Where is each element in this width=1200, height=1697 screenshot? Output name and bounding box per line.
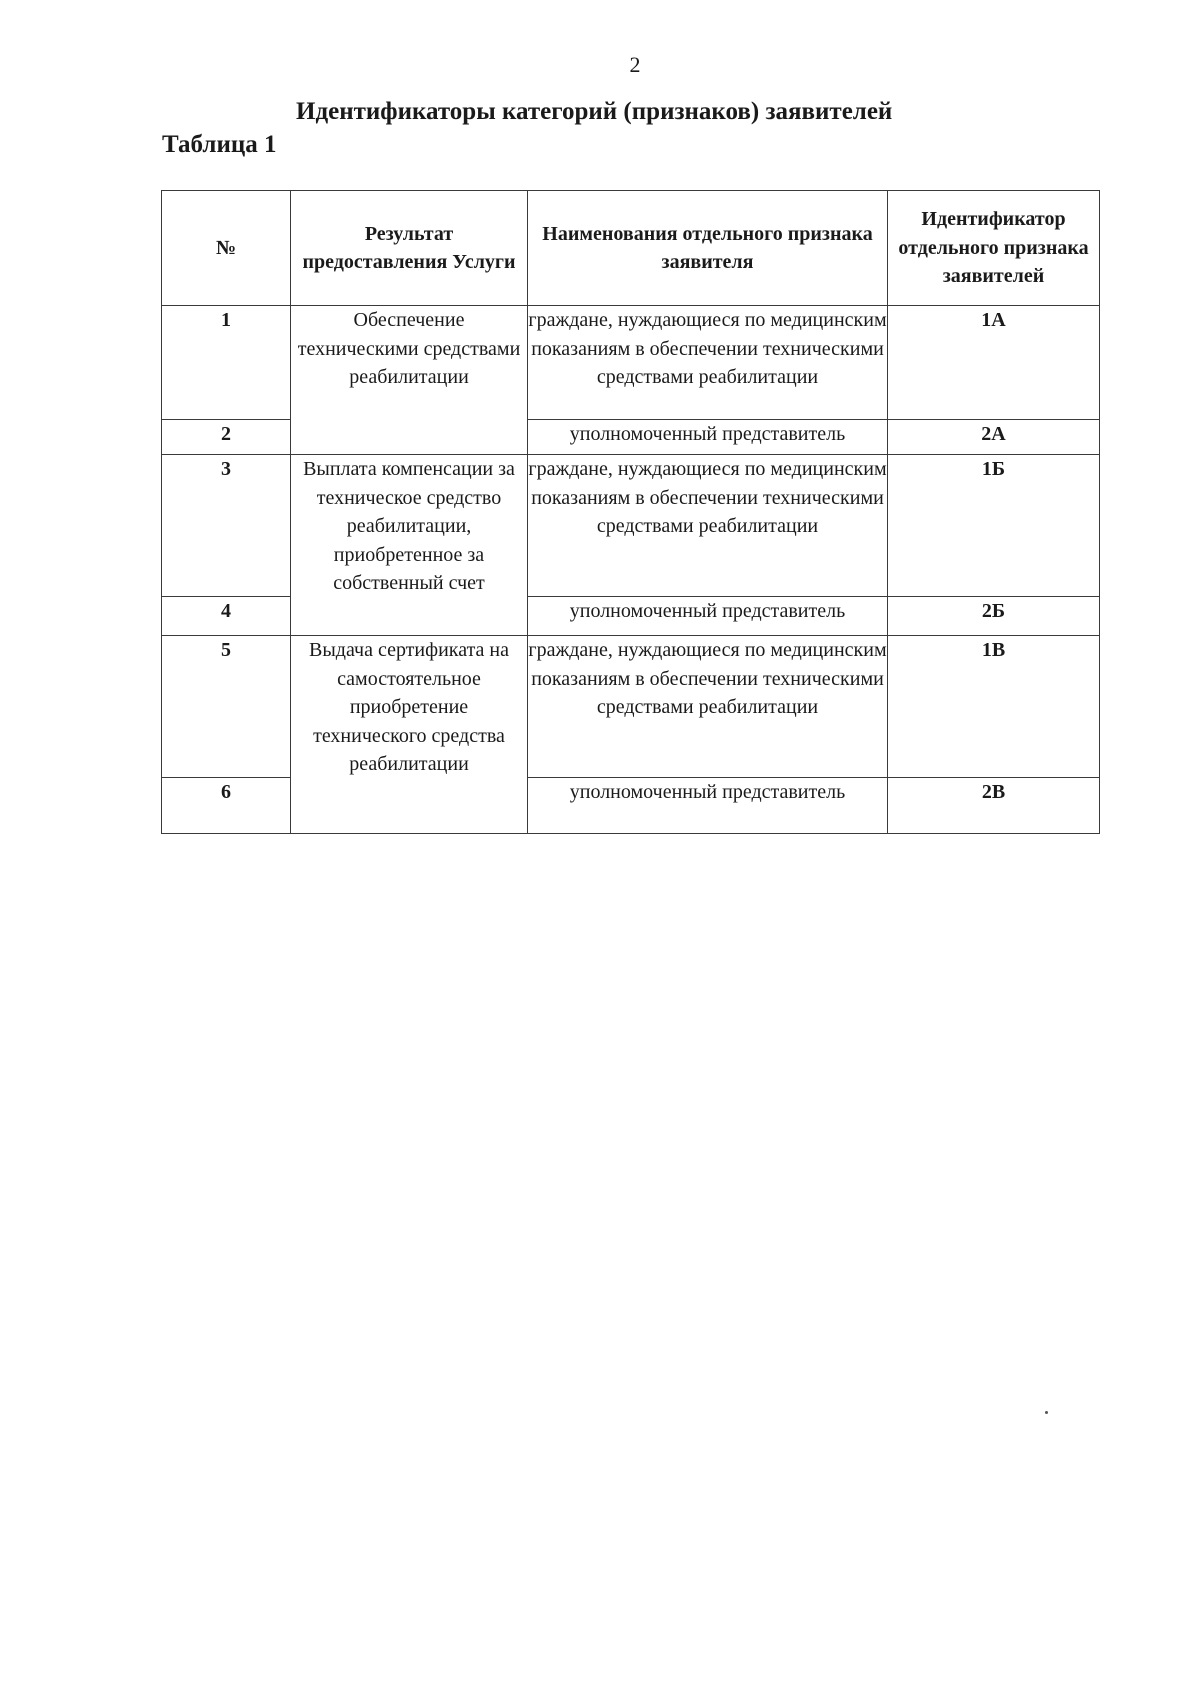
row-number: 4: [162, 597, 291, 636]
identifier-cell: 2А: [888, 420, 1100, 455]
row-number: 5: [162, 636, 291, 778]
table-row: [162, 455, 1100, 597]
feature-name-cell: граждане, нуждающиеся по медицинским показаниям в обеспечении техническими средствами реабилитации: [528, 455, 888, 597]
result-cell: Выплата компенсации за техническое средство реабилитации, приобретенное за собственный счет: [291, 455, 528, 636]
table-row: [162, 306, 1100, 420]
result-cell: Выдача сертификата на самостоятельное приобретение технического средства реабилитации: [291, 636, 528, 834]
row-number: 1: [162, 306, 291, 420]
feature-name-cell: уполномоченный представитель: [528, 778, 888, 834]
header-result: Результат предоставления Услуги: [291, 191, 528, 306]
table-label: Таблица 1: [162, 131, 277, 158]
table-header-row: [162, 191, 1100, 306]
table-row: [162, 636, 1100, 778]
identifier-cell: 2В: [888, 778, 1100, 834]
identifier-cell: 1В: [888, 636, 1100, 778]
feature-name-cell: уполномоченный представитель: [528, 597, 888, 636]
row-number: 2: [162, 420, 291, 455]
document-title: Идентификаторы категорий (признаков) заявителей: [296, 98, 893, 125]
header-identifier: Идентификатор отдельного признака заявителей: [888, 191, 1100, 306]
identifier-cell: 2Б: [888, 597, 1100, 636]
identifier-cell: 1Б: [888, 455, 1100, 597]
feature-name-cell: уполномоченный представитель: [528, 420, 888, 455]
feature-name-cell: граждане, нуждающиеся по медицинским показаниям в обеспечении техническими средствами реабилитации: [528, 306, 888, 420]
identifier-cell: 1А: [888, 306, 1100, 420]
row-number: 6: [162, 778, 291, 834]
row-number: 3: [162, 455, 291, 597]
header-feature-name: Наименования отдельного признака заявителя: [528, 191, 888, 306]
header-number: №: [162, 191, 291, 306]
result-cell: Обеспечение техническими средствами реабилитации: [291, 306, 528, 455]
scan-speck: [1045, 1411, 1048, 1414]
page-number: 2: [629, 52, 641, 77]
feature-name-cell: граждане, нуждающиеся по медицинским показаниям в обеспечении техническими средствами реабилитации: [528, 636, 888, 778]
identifiers-table: [161, 190, 1100, 834]
